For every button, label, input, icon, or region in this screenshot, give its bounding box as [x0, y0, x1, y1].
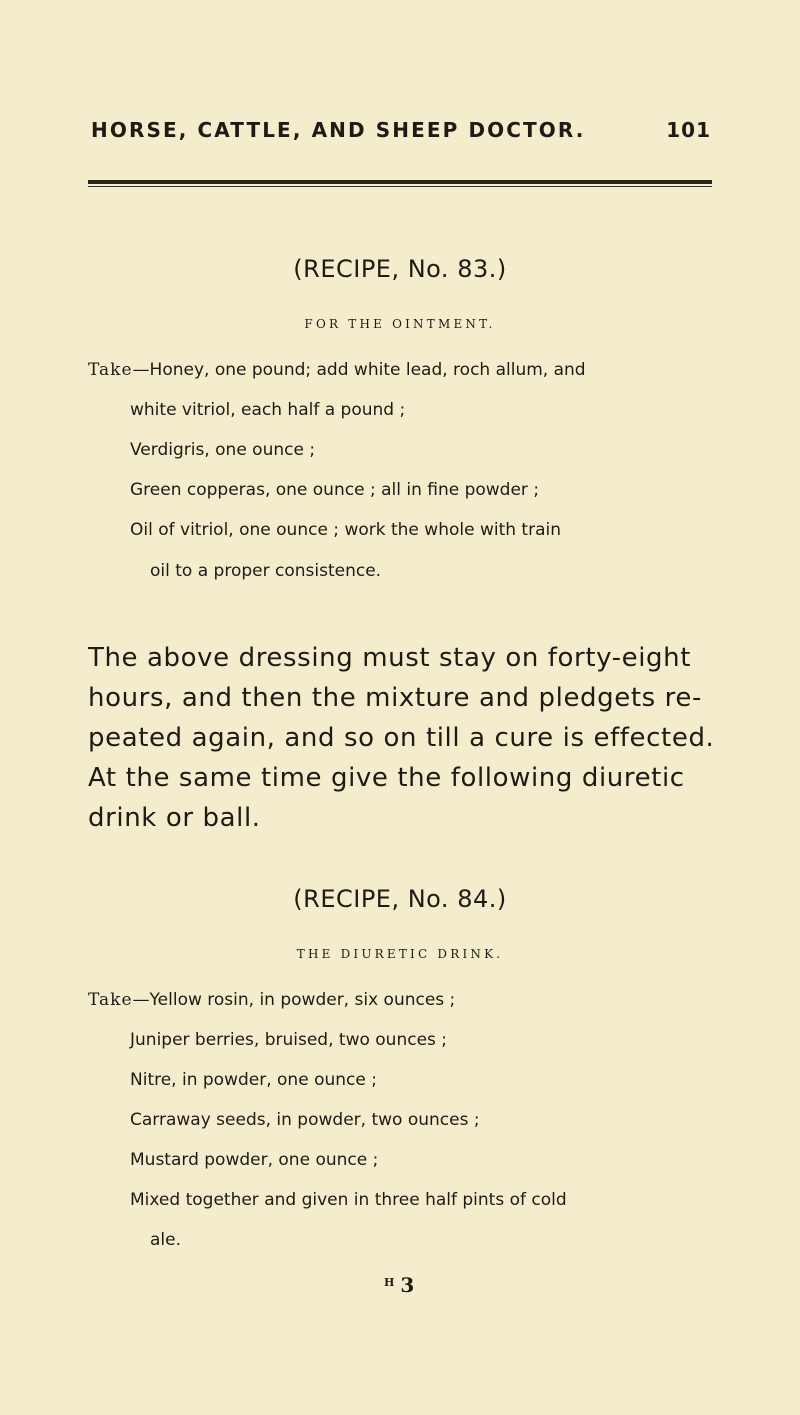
- recipe-84-line-1: [88, 990, 455, 1010]
- recipe-83-line-4: Green copperas, one ounce ; all in fine powder ;: [130, 480, 540, 500]
- recipe-84-line-6: Mixed together and given in three half pints of cold: [130, 1190, 567, 1210]
- signature-letter: H: [384, 1276, 395, 1289]
- recipe-84-line-7: ale.: [150, 1230, 182, 1250]
- header-rule-thin: [88, 186, 712, 187]
- page-number: 101: [666, 118, 711, 142]
- running-head: [91, 118, 711, 148]
- paragraph-line-3: peated again, and so on till a cure is effected.: [88, 723, 715, 753]
- recipe-83-line-3: Verdigris, one ounce ;: [130, 440, 316, 460]
- paragraph-line-2: hours, and then the mixture and pledgets re-: [88, 683, 702, 713]
- running-head-title: HORSE, CATTLE, AND SHEEP DOCTOR.: [91, 118, 586, 142]
- header-rule: [88, 180, 712, 184]
- recipe-84-subheading: THE DIURETIC DRINK.: [296, 947, 504, 961]
- recipe-84-line-4: Carraway seeds, in powder, two ounces ;: [130, 1110, 480, 1130]
- recipe-83-line-6: oil to a proper consistence.: [150, 561, 382, 581]
- recipe-83-line-5: Oil of vitriol, one ounce ; work the whole with train: [130, 520, 561, 540]
- paragraph-line-1: The above dressing must stay on forty-eight: [88, 643, 692, 673]
- recipe-83-subheading: FOR THE OINTMENT.: [304, 317, 496, 331]
- recipe-83-line-1: [88, 360, 586, 380]
- recipe-84-take-word: Take: [88, 990, 133, 1010]
- recipe-84-line-5: Mustard powder, one ounce ;: [130, 1150, 379, 1170]
- paragraph-line-4: At the same time give the following diuretic: [88, 763, 685, 793]
- signature-number: 3: [400, 1273, 415, 1297]
- recipe-84-line-1-text: —Yellow rosin, in powder, six ounces ;: [132, 990, 456, 1010]
- recipe-84-heading: (RECIPE, No. 84.): [293, 885, 507, 913]
- recipe-83-take-word: Take: [88, 360, 133, 380]
- recipe-84-line-3: Nitre, in powder, one ounce ;: [130, 1070, 377, 1090]
- recipe-83-line-1-text: —Honey, one pound; add white lead, roch allum, and: [132, 360, 586, 380]
- paragraph-line-5: drink or ball.: [88, 803, 261, 833]
- recipe-84-line-2: Juniper berries, bruised, two ounces ;: [130, 1030, 448, 1050]
- recipe-83-heading: (RECIPE, No. 83.): [293, 255, 507, 283]
- signature-mark: [384, 1273, 414, 1297]
- recipe-83-line-2: white vitriol, each half a pound ;: [130, 400, 406, 420]
